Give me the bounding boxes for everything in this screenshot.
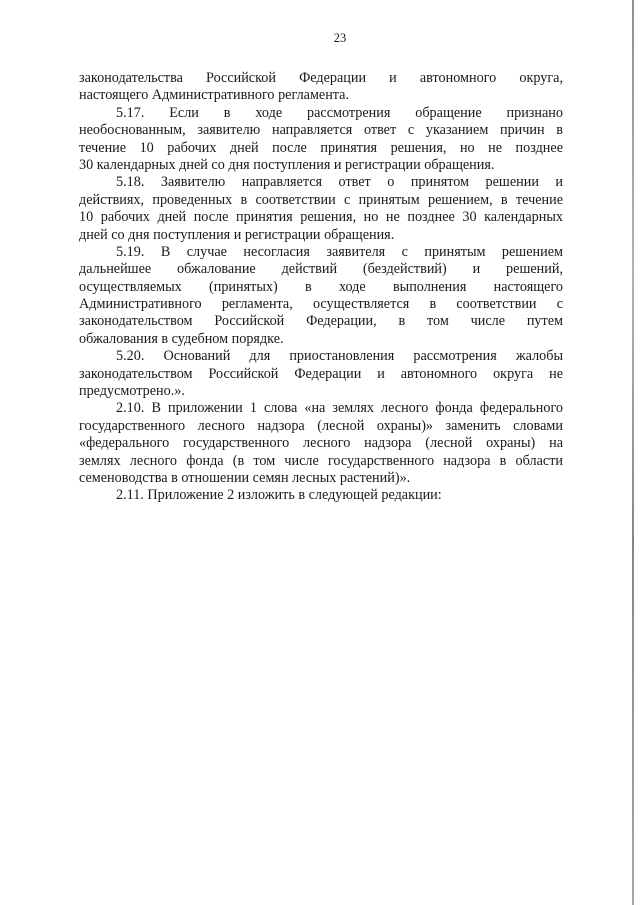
paragraph-continuation — [79, 70, 563, 105]
text-line: дней со дня поступления и регистрации обращения. — [79, 226, 395, 243]
text-line: 5.17. Если в ходе рассмотрения обращение признано — [116, 104, 563, 121]
page-number: 23 — [333, 31, 347, 45]
text-line: 10 рабочих дней после принятия решения, но не позднее 30 календарных — [79, 209, 563, 226]
text-line: действиях, проведенных в соответствии с принятым решением, в течение — [79, 191, 563, 208]
text-line: 5.18. Заявителю направляется ответ о принятом решении и — [116, 174, 563, 191]
text-line: 5.19. В случае несогласия заявителя с принятым решением — [116, 243, 563, 260]
text-line: обжалования в судебном порядке. — [79, 330, 284, 347]
document-body — [79, 70, 563, 505]
paragraph-5-18 — [79, 174, 563, 244]
text-line: предусмотрено.». — [79, 383, 185, 400]
text-line: настоящего Административного регламента. — [79, 87, 350, 104]
text-line: землях лесного фонда (в том числе государственного надзора в области — [79, 452, 563, 469]
text-line: течение 10 рабочих дней после принятия решения, но не позднее — [79, 139, 563, 156]
text-line: законодательством Российской Федерации и автономного округа не — [79, 365, 563, 382]
paragraph-5-20 — [79, 348, 563, 400]
text-line: «федерального государственного лесного надзора (лесной охраны) на — [79, 435, 563, 452]
text-line: необоснованным, заявителю направляется ответ с указанием причин в — [79, 122, 563, 139]
text-line: 30 календарных дней со дня поступления и регистрации обращения. — [79, 156, 495, 173]
text-line: осуществляемых (принятых) в ходе выполнения настоящего — [79, 278, 563, 295]
paragraph-2-10 — [79, 400, 563, 487]
paragraph-2-11 — [79, 487, 563, 504]
text-line: дальнейшее обжалование действий (бездействий) и решений, — [79, 261, 563, 278]
paragraph-5-19 — [79, 244, 563, 348]
paragraph-5-17 — [79, 105, 563, 175]
text-line: Административного регламента, осуществляется в соответствии с — [79, 296, 563, 313]
text-line: законодательством Российской Федерации, в том числе путем — [79, 313, 563, 330]
text-line: законодательства Российской Федерации и автономного округа, — [79, 70, 563, 86]
text-line: 2.10. В приложении 1 слова «на землях лесного фонда федерального — [116, 400, 563, 417]
scan-edge-line — [632, 0, 634, 905]
text-line: 2.11. Приложение 2 изложить в следующей редакции: — [116, 487, 442, 504]
text-line: семеноводства в отношении семян лесных растений)». — [79, 469, 411, 486]
text-line: 5.20. Оснований для приостановления рассмотрения жалобы — [116, 348, 563, 365]
text-line: государственного лесного надзора (лесной охраны)» заменить словами — [79, 417, 563, 434]
